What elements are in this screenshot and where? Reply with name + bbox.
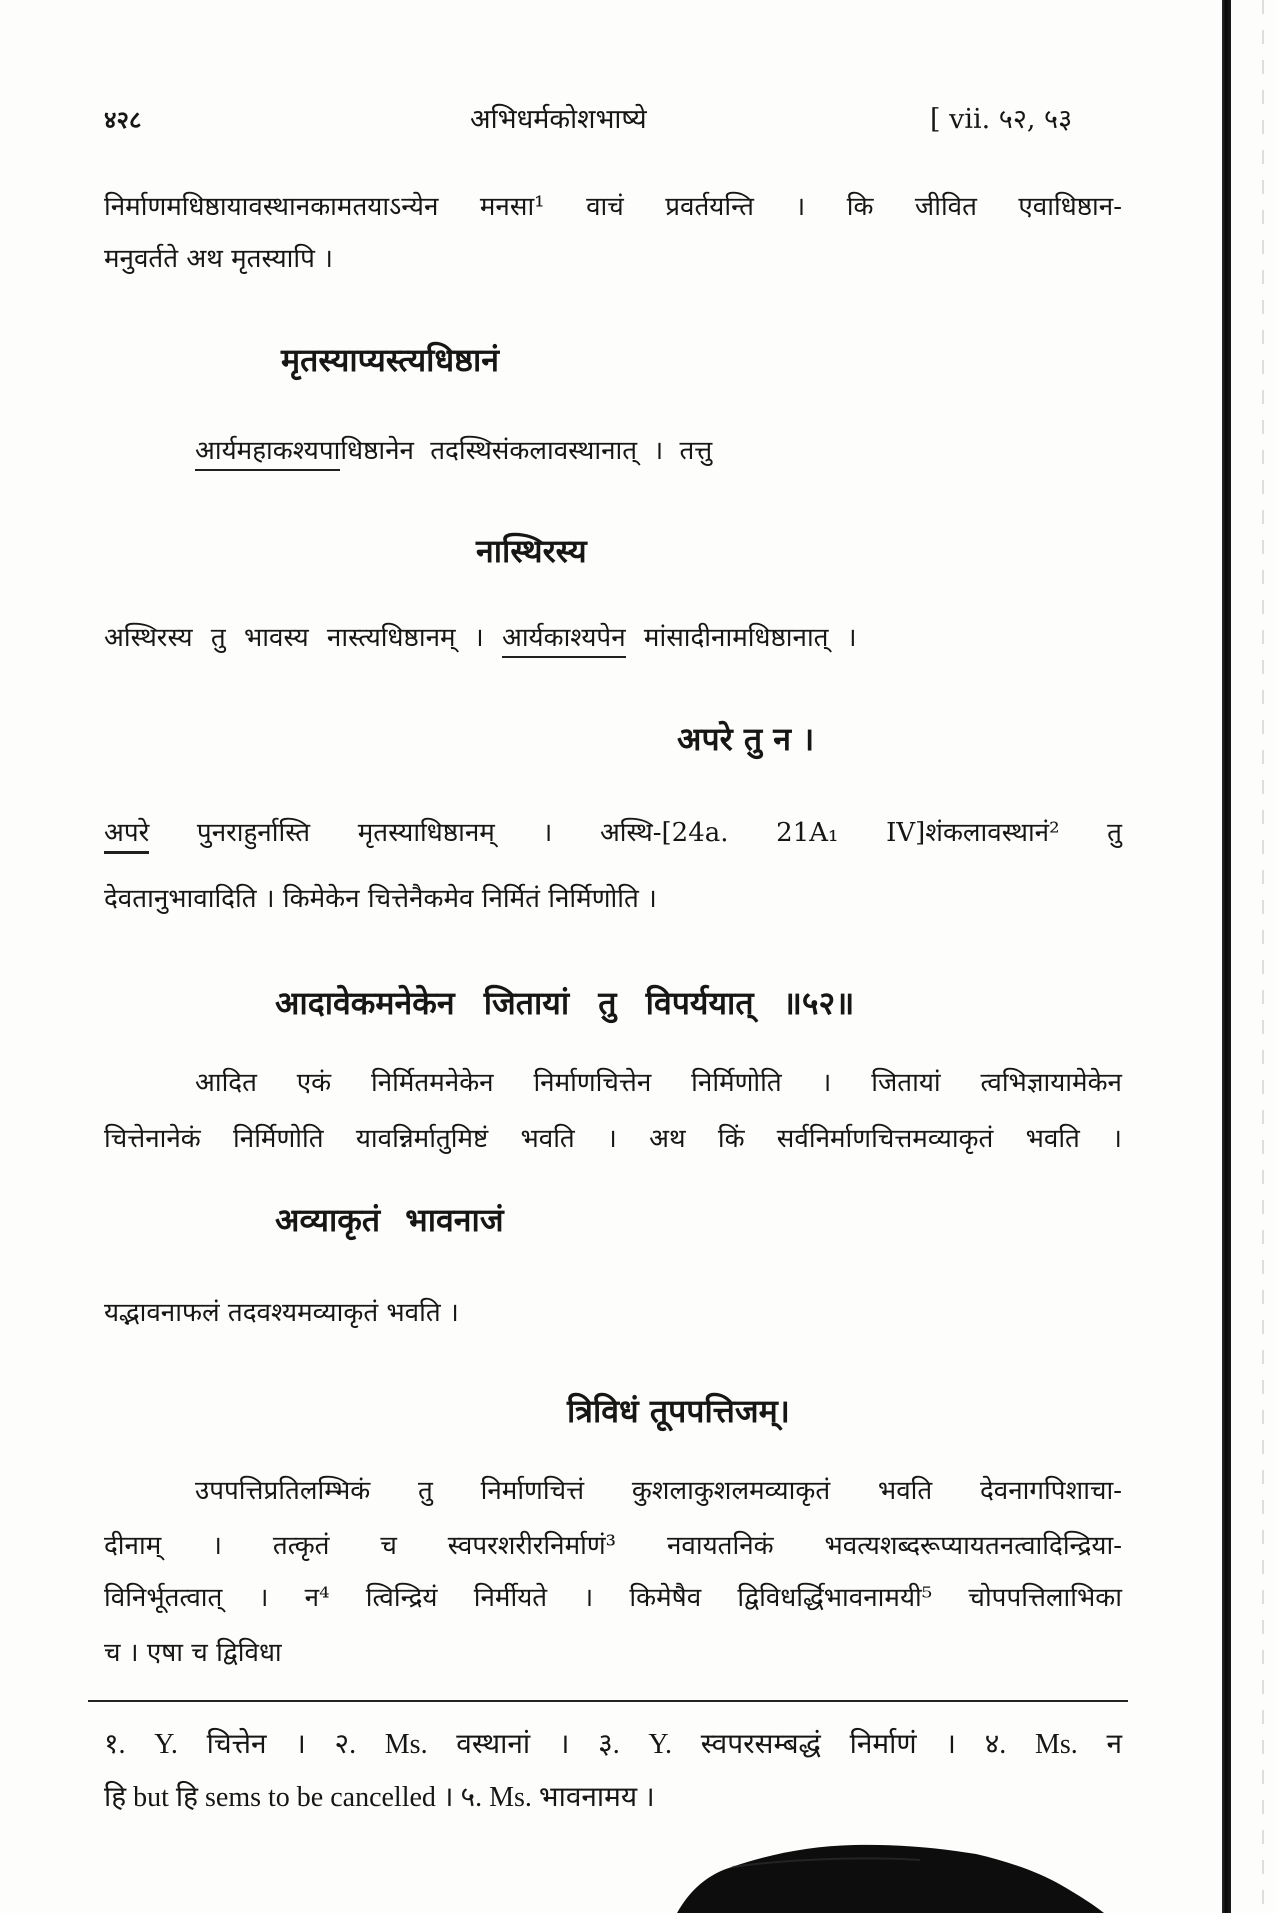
passage-4-text: पुनराहुर्नास्ति मृतस्याधिष्ठानम् । अस्थि-[24a. 21A₁ IV]शंकलावस्थानं² तु	[196, 818, 1122, 848]
karika-verse-6: त्रिविधं तूपपत्तिजम्।	[567, 1392, 790, 1430]
passage-4-line-1	[104, 813, 1122, 853]
passage-4-line-2: देवतानुभावादिति । किमेकेन चित्तेनैकमेव निर्मितं निर्मिणोति ।	[104, 884, 657, 914]
karika-verse-5: अव्याकृतं भावनाजं	[275, 1201, 504, 1239]
karika-verse-2: नास्थिरस्य	[476, 532, 587, 570]
passage-7-line-2: दीनाम् । तत्कृतं च स्वपरशरीरनिर्माणं³ नवायतनिकं भवत्यशब्दरूप्यायतनत्वादिन्द्रिया-	[104, 1531, 1122, 1561]
page-gutter-edge	[1222, 0, 1231, 1913]
passage-3-line	[104, 618, 1122, 658]
running-title: अभिधर्मकोशभाष्ये	[470, 104, 647, 135]
passage-1-line-1: निर्माणमधिष्ठायावस्थानकामतयाऽन्येन मनसा¹ वाचं प्रवर्तयन्ति । कि जीवित एवाधिष्ठान-	[104, 192, 1122, 222]
passage-2-text: धिष्ठानेन तदस्थिसंकलावस्थानात् । तत्तु	[340, 436, 713, 466]
footnotes-line-2: हि but हि sems to be cancelled । ५. Ms. भावनामय ।	[104, 1782, 655, 1813]
passage-1-line-2: मनुवर्तते अथ मृतस्यापि ।	[104, 244, 333, 274]
karika-verse-4: आदावेकमनेकेन जितायां तु विपर्ययात् ॥५२॥	[275, 984, 855, 1022]
passage-3-text-after: मांसादीनामधिष्ठानात् ।	[643, 623, 857, 653]
page-edge-mark	[1262, 0, 1264, 1913]
underlined-name: आर्यकाश्यपेन	[502, 623, 626, 658]
passage-3-text-before: अस्थिरस्य तु भावस्य नास्त्यधिष्ठानम् ।	[104, 623, 484, 653]
footnotes-line-1: १. Y. चित्तेन । २. Ms. वस्थानां । ३. Y. स्वपरसम्बद्धं निर्माणं । ४. Ms. न	[104, 1729, 1122, 1760]
karika-verse-3: अपरे तु न ।	[677, 720, 815, 758]
passage-7-line-4: च । एषा च द्विविधा	[104, 1638, 282, 1668]
underlined-name: आर्यमहाकश्यपा	[195, 436, 340, 471]
page-number: ४२८	[104, 105, 142, 134]
passage-5-line-1: आदित एकं निर्मितमनेकेन निर्माणचित्तेन निर्मिणोति । जितायां त्वभिज्ञायामेकेन	[195, 1068, 1122, 1098]
passage-5-line-2: चित्तेनानेकं निर्मिणोति यावन्निर्मातुमिष्टं भवति । अथ किं सर्वनिर्माणचित्तमव्याकृतं भवति ।	[104, 1124, 1122, 1154]
passage-2-line	[195, 431, 1122, 471]
passage-7-line-3: विनिर्भूतत्वात् । न⁴ त्विन्द्रियं निर्मीयते । किमेषैव द्विविधर्द्धिभावनामयी⁵ चोपपत्तिलाभिका	[104, 1583, 1122, 1613]
underlined-word: अपरे	[104, 818, 149, 854]
footnote-divider	[88, 1700, 1128, 1702]
passage-6-line: यद्भावनाफलं तदवश्यमव्याकृतं भवति ।	[104, 1298, 459, 1328]
passage-7-line-1: उपपत्तिप्रतिलम्भिकं तु निर्माणचित्तं कुशलाकुशलमव्याकृतं भवति देवनागपिशाचा-	[195, 1476, 1122, 1506]
scan-shadow-blob	[660, 1830, 1130, 1913]
karika-verse-1: मृतस्याप्यस्त्यधिष्ठानं	[281, 341, 500, 379]
section-reference: [ vii. ५२, ५३	[930, 104, 1073, 135]
